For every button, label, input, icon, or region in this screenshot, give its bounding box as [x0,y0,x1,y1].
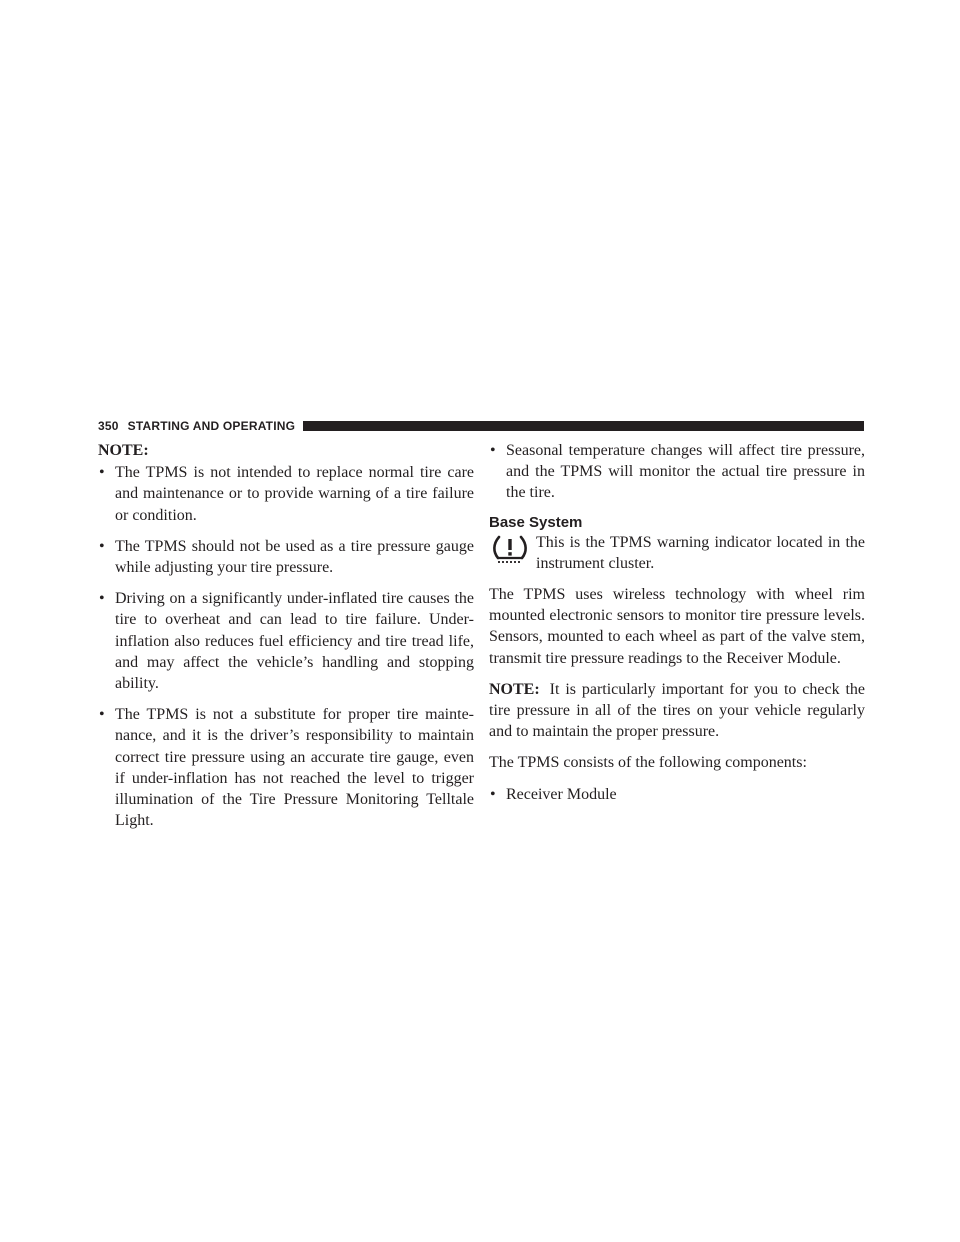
page-header [98,419,864,433]
note-label: NOTE: [489,680,540,698]
paragraph: The TPMS consists of the following components: [489,754,807,772]
list-item: • The TPMS should not be used as a tire pressure gauge while adjusting your tire pressure. [98,536,474,578]
continued-bullet-list [489,440,865,504]
indicator-description [489,532,865,574]
section-heading: Base System [489,513,583,531]
tpms-warning-icon [492,535,528,565]
section-title: STARTING AND OPERATING [127,419,296,433]
header-rule [303,421,864,431]
components-list [489,784,865,805]
list-item: • The TPMS is not intended to replace normal tire care and maintenance or to provide warning of a tire failure or condition. [98,462,474,526]
list-item: • Driving on a significantly under-inflated tire causes the tire to overheat and can lead to tire failure. Under-inflation also reduces fuel efficiency and tire tread life, and may affect the vehicle’s handling and stopping ability. [98,588,474,694]
list-item: • The TPMS is not a substitute for proper tire maintenance, and it is the driver’s responsibility to maintain correct tire pressure using an accurate tire gauge, even if under-inflation has not reached the level to trigger illumination of the Tire Pressure Monitoring Telltale Light. [98,704,474,831]
note-text: It is particularly important for you to check the tire pressure in all of the tires on your vehicle regularly and to maintain the proper pressure. [489,680,865,741]
right-column [489,440,865,815]
note-paragraph [489,679,865,743]
note-bullet-list [98,462,474,831]
page-number: 350 [98,419,119,433]
left-column [98,440,474,841]
list-item: • Seasonal temperature changes will affect tire pressure, and the TPMS will monitor the actual tire pressure in the tire. [489,440,865,504]
paragraph: The TPMS uses wireless technology with wheel rim mounted electronic sensors to monitor tire pressure levels. Sensors, mounted to each wheel as part of the valve stem, transmit tire pressure readings to the Receiver Module. [489,586,865,667]
indicator-text: This is the TPMS warning indicator located in the instrument cluster. [536,533,865,572]
list-item: • Receiver Module [489,784,865,805]
note-label: NOTE: [98,442,149,459]
